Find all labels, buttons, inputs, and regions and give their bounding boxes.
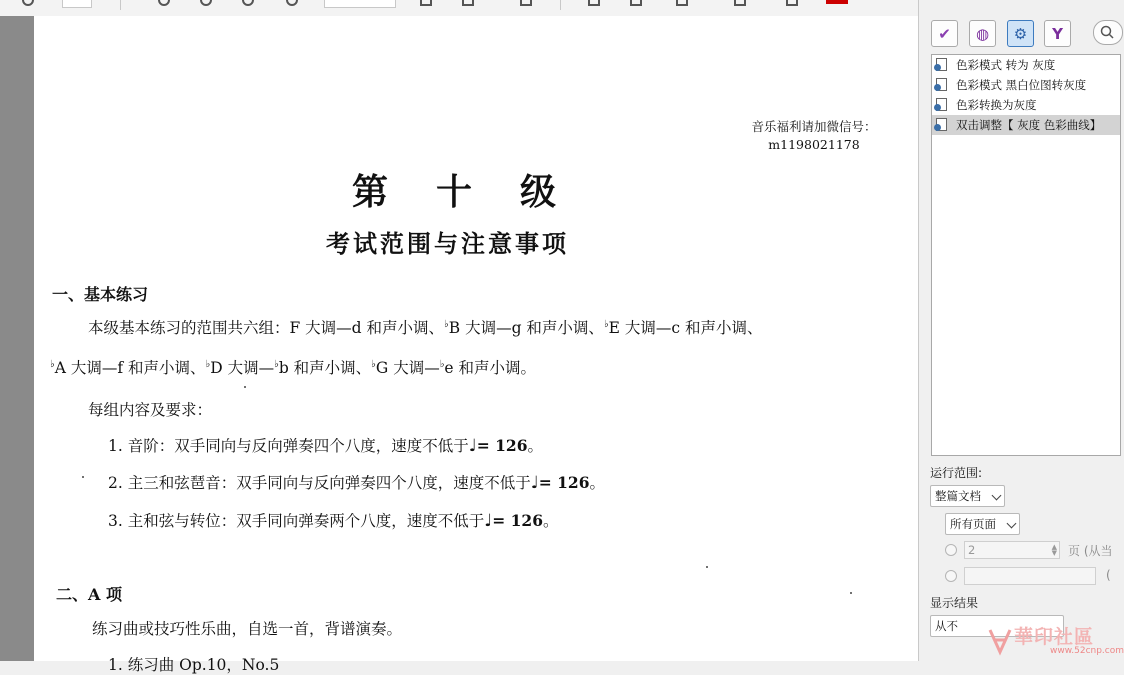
tempo-value: = 126 [538, 473, 590, 492]
scan-speck [850, 592, 852, 594]
pages-select[interactable] [945, 513, 1020, 535]
flat-sign: ♭ [603, 319, 609, 330]
item-text: 2. 主三和弦琶音：双手同向与反向弹奏四个八度，速度不低于 [108, 474, 531, 492]
page-number-spinner[interactable] [964, 541, 1060, 559]
action-gear-doc-icon [936, 58, 947, 71]
toolbar-hand-icon[interactable] [588, 0, 600, 6]
show-result-label: 显示结果 [930, 596, 979, 610]
filter-icon: Y [1052, 24, 1063, 43]
show-result-select[interactable] [930, 615, 1064, 637]
toolbar-zoom-field[interactable] [324, 0, 396, 8]
para1-line1-c: E 大调—c 和声小调、 [608, 319, 763, 337]
para1-line1-b: B 大调—g 和声小调、 [448, 319, 604, 337]
toolbar-export-icon[interactable] [786, 0, 798, 6]
requirement-item-1 [108, 434, 543, 456]
item-text: 3. 主和弦与转位：双手同向弹奏两个八度，速度不低于 [108, 512, 485, 530]
section2-item-1: 1. 练习曲 Op.10，No.5 [108, 656, 280, 674]
section1-heading: 一、基本练习 [52, 285, 149, 304]
toolbar-doc-icon[interactable] [734, 0, 746, 6]
search-button[interactable] [1093, 20, 1123, 45]
section1-paragraph-line1 [88, 316, 763, 338]
toolbar-zoom-in-icon[interactable] [242, 0, 254, 6]
toolbar-separator [560, 0, 561, 10]
item-end: 。 [527, 437, 544, 455]
scan-speck [244, 386, 246, 388]
page-number-radio[interactable] [945, 544, 957, 556]
scan-speck [706, 566, 708, 568]
action-label: 色彩转换为灰度 [956, 98, 1037, 112]
toolbar-pdf-icon[interactable] [826, 0, 848, 4]
watermark-url: www.52cnp.com [1050, 646, 1124, 656]
toolbar-page-icon[interactable] [420, 0, 432, 6]
exam-title: 考试范围与注意事项 [326, 229, 569, 258]
flat-sign: ♭ [371, 359, 376, 370]
wechat-note [714, 118, 914, 154]
toolbar-layout-icon[interactable] [462, 0, 474, 6]
globe-icon: ◍ [975, 24, 990, 43]
item-end: 。 [589, 474, 606, 492]
flat-sign: ♭ [274, 359, 279, 370]
range-radio[interactable] [945, 570, 957, 582]
scope-select-value: 整篇文档 [935, 489, 981, 503]
page-number-value: 2 [968, 543, 976, 557]
run-range-label: 运行范围: [930, 466, 983, 480]
spinner-arrows-icon[interactable]: ▲ ▼ [1051, 543, 1057, 557]
chevron-down-icon [992, 491, 1002, 501]
level-title: 第十级 [352, 171, 605, 213]
show-result-value: 从不 [935, 619, 958, 633]
document-page [34, 16, 918, 674]
action-panel [918, 0, 1113, 661]
action-gear-doc-icon [936, 98, 947, 111]
globe-tool-button[interactable] [969, 20, 996, 47]
flat-sign: ♭ [439, 359, 445, 370]
scan-speck [82, 476, 84, 478]
action-item[interactable] [932, 95, 1120, 115]
scope-select[interactable] [930, 485, 1005, 507]
filter-tool-button[interactable] [1044, 20, 1071, 47]
action-gear-doc-icon [936, 78, 947, 91]
top-toolbar [0, 0, 918, 17]
tempo-value: = 126 [492, 511, 543, 530]
para1-line2-e: e 和声小调。 [444, 359, 537, 377]
action-item[interactable] [932, 75, 1120, 95]
checkmark-icon: ✔ [938, 24, 951, 43]
gear-tool-button[interactable] [1007, 20, 1034, 47]
action-label: 双击调整【 灰度 色彩曲线】 [956, 118, 1102, 132]
search-icon [1100, 25, 1114, 39]
watermark-text: 華印社區 [1014, 626, 1095, 648]
quarter-note-icon: ♩ [530, 473, 539, 493]
check-tool-button[interactable] [931, 20, 958, 47]
section2-heading: 二、A 项 [56, 585, 122, 604]
flat-sign: ♭ [50, 359, 55, 370]
para1-line1-a: 本级基本练习的范围共六组：F 大调—d 和声小调、 [88, 319, 445, 337]
flat-sign: ♭ [205, 359, 211, 370]
toolbar-page-field[interactable] [62, 0, 92, 8]
page-gutter [0, 16, 34, 661]
wechat-line-2: m1198021178 [768, 137, 860, 152]
pages-select-value: 所有页面 [950, 517, 996, 531]
toolbar-zoom-out-icon[interactable] [200, 0, 212, 6]
para1-line2-c: b 和声小调、 [278, 359, 372, 377]
quarter-note-icon: ♩ [484, 511, 493, 531]
quarter-note-icon: ♩ [468, 436, 477, 456]
section1-paragraph-line2 [50, 356, 536, 378]
para1-line2-b: D 大调— [210, 359, 275, 377]
toolbar-edit-icon[interactable] [676, 0, 688, 6]
tempo-value: = 126 [476, 436, 528, 455]
action-item[interactable] [932, 55, 1120, 75]
flat-sign: ♭ [444, 319, 449, 330]
range-suffix-label: ( [1106, 568, 1111, 582]
requirements-label: 每组内容及要求： [88, 401, 213, 419]
toolbar-snapshot-icon[interactable] [630, 0, 642, 6]
item-text: 1. 音阶：双手同向与反向弹奏四个八度，速度不低于 [108, 437, 469, 455]
action-label: 色彩模式 黑白位图转灰度 [956, 78, 1087, 92]
para1-line2-d: G 大调— [375, 359, 440, 377]
chevron-down-icon [1007, 519, 1017, 529]
toolbar-separator [120, 0, 121, 10]
action-item-selected[interactable] [932, 115, 1120, 135]
requirement-item-3 [108, 509, 559, 531]
section2-paragraph: 练习曲或技巧性乐曲，自选一首，背谱演奏。 [92, 620, 403, 638]
action-gear-doc-icon [936, 118, 947, 131]
item-end: 。 [543, 512, 559, 530]
page-suffix-label: 页 (从当 [1068, 544, 1113, 558]
toolbar-select-icon[interactable] [520, 0, 532, 6]
requirement-item-2 [108, 471, 605, 493]
toolbar-circle-icon[interactable] [22, 0, 34, 6]
action-label: 色彩模式 转为 灰度 [956, 58, 1056, 72]
para1-line2-a: A 大调—f 和声小调、 [54, 359, 206, 377]
action-list[interactable] [931, 54, 1121, 456]
range-text-field[interactable] [964, 567, 1096, 585]
toolbar-fit-icon[interactable] [286, 0, 298, 6]
toolbar-prev-icon[interactable] [158, 0, 170, 6]
wechat-line-1: 音乐福利请加微信号： [751, 119, 877, 134]
gear-icon: ⚙ [1013, 24, 1028, 43]
